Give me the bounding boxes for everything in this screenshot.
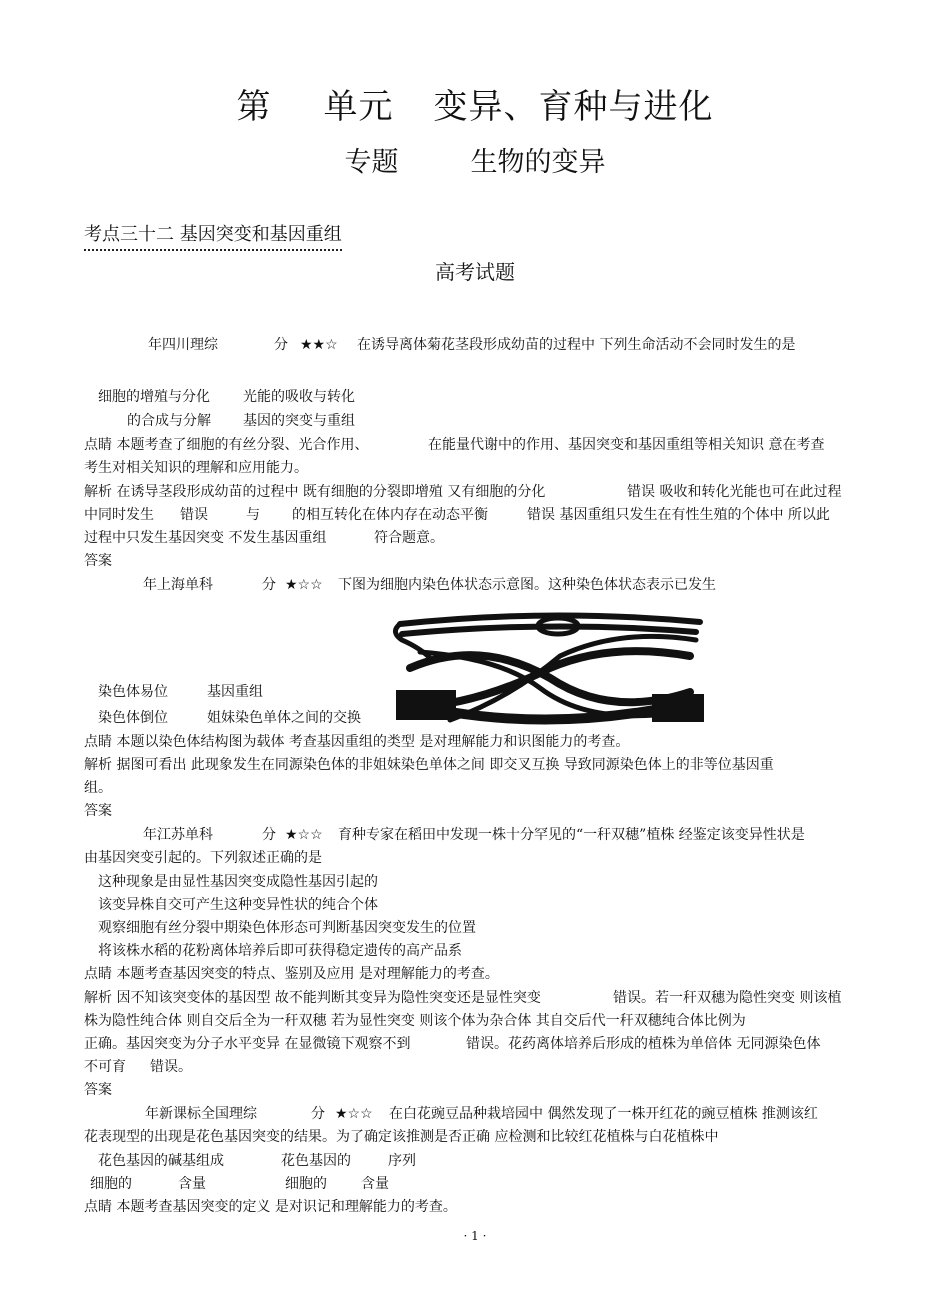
q1-option-b: 光能的吸收与转化 [243, 389, 355, 405]
unit-title-unit: 单元 [323, 87, 394, 127]
q3-stem-line1: 育种专家在稻田中发现一株十分罕见的“一秆双穗”植株 经鉴定该变异性状是 [338, 827, 805, 843]
q2-option-a: 染色体易位 [98, 684, 168, 700]
q1-option-d: 基因的突变与重组 [243, 413, 355, 429]
q3-analysis-line4a: 不可育 [84, 1059, 126, 1075]
q4-points: 分 [311, 1106, 325, 1122]
q3-analysis-line1a: 解析 因不知该突变体的基因型 故不能判断其变异为隐性突变还是显性突变 [84, 990, 541, 1006]
q1-source: 年四川理综 [148, 337, 218, 353]
q1-comment-line2: 考生对相关知识的理解和应用能力。 [84, 460, 308, 476]
q4-stem-line1: 在白花豌豆品种栽培园中 偶然发现了一株开红花的豌豆植株 推测该红 [389, 1106, 818, 1122]
q1-analysis-line3b: 符合题意。 [374, 530, 444, 546]
q2-source: 年上海单科 [143, 577, 213, 593]
q1-analysis-line1a: 解析 在诱导茎段形成幼苗的过程中 既有细胞的分裂即增殖 又有细胞的分化 [84, 484, 546, 500]
q3-analysis-line2: 株为隐性纯合体 则自交后全为一秆双穗 若为显性突变 则该个体为杂合体 其自交后代一秆双穗纯合体比例为 [84, 1013, 746, 1029]
q3-points: 分 [262, 827, 276, 843]
unit-title-prefix: 第 [236, 87, 272, 127]
section-heading: 考点三十二 基因突变和基因重组 [84, 222, 342, 251]
q1-answer-label: 答案 [84, 553, 112, 569]
q1-analysis-line2d: 的相互转化在体内存在动态平衡 [292, 507, 488, 523]
q2-option-b: 基因重组 [207, 684, 263, 700]
q2-points: 分 [262, 577, 276, 593]
q2-analysis-line2: 组。 [84, 780, 112, 796]
q1-analysis-line2a: 中同时发生 [84, 507, 154, 523]
chromatid-bottom-right [652, 694, 704, 722]
q3-source: 年江苏单科 [143, 827, 213, 843]
q1-analysis-line2e: 错误 基因重组只发生在有性生殖的个体中 所以此 [527, 507, 830, 523]
q1-comment-line1a: 点睛 本题考查了细胞的有丝分裂、光合作用、 [84, 437, 369, 453]
chromatid-bottom-left [396, 690, 456, 720]
topic-title [0, 143, 950, 183]
q3-option-b: 该变异株自交可产生这种变异性状的纯合个体 [98, 897, 378, 913]
unit-title-name: 变异、育种与进化 [433, 87, 714, 127]
topic-title-name: 生物的变异 [470, 147, 606, 178]
q2-option-c: 染色体倒位 [98, 710, 168, 726]
topic-title-prefix: 专题 [344, 147, 399, 178]
q2-option-d: 姐妹染色单体之间的交换 [207, 710, 361, 726]
q3-analysis-line1b: 错误。若一秆双穗为隐性突变 则该植 [613, 990, 842, 1006]
q4-option-d-prefix: 细胞的 [285, 1176, 327, 1192]
q1-option-a: 细胞的增殖与分化 [98, 389, 210, 405]
q3-stem-line2: 由基因突变引起的。下列叙述正确的是 [84, 850, 322, 866]
q4-option-b-suffix: 序列 [388, 1153, 416, 1169]
q2-difficulty-stars: ★☆☆ [285, 577, 323, 593]
q4-option-c-suffix: 含量 [178, 1176, 206, 1192]
q4-source: 年新课标全国理综 [145, 1106, 257, 1122]
chromosome-crossover-figure [390, 608, 710, 726]
q3-comment: 点睛 本题考查基因突变的特点、鉴别及应用 是对理解能力的考查。 [84, 966, 499, 982]
q3-analysis-line3b: 错误。花药离体培养后形成的植株为单倍体 无同源染色体 [466, 1036, 821, 1052]
q3-difficulty-stars: ★☆☆ [285, 827, 323, 843]
q2-analysis-line1: 解析 据图可看出 此现象发生在同源染色体的非姐妹染色单体之间 即交叉互换 导致同源染色体上的非等位基因重 [84, 757, 774, 773]
q3-analysis-line3a: 正确。基因突变为分子水平变异 在显微镜下观察不到 [84, 1036, 411, 1052]
q1-difficulty-stars: ★★☆ [300, 337, 338, 353]
q2-stem: 下图为细胞内染色体状态示意图。这种染色体状态表示已发生 [338, 577, 716, 593]
q4-difficulty-stars: ★☆☆ [335, 1106, 373, 1122]
q1-analysis-line2c: 与 [246, 507, 260, 523]
page-number: · 1 · [463, 1229, 487, 1243]
q1-points: 分 [274, 337, 288, 353]
q2-comment: 点睛 本题以染色体结构图为载体 考查基因重组的类型 是对理解能力和识图能力的考查。 [84, 734, 630, 750]
q1-analysis-line3a: 过程中只发生基因突变 不发生基因重组 [84, 530, 327, 546]
q1-analysis-line1b: 错误 吸收和转化光能也可在此过程 [627, 484, 842, 500]
q4-stem-line2: 花表现型的出现是花色基因突变的结果。为了确定该推测是否正确 应检测和比较红花植株与白花植株中 [84, 1129, 719, 1145]
q3-analysis-line4b: 错误。 [150, 1059, 192, 1075]
q1-comment-line1b: 在能量代谢中的作用、基因突变和基因重组等相关知识 意在考查 [428, 437, 825, 453]
q3-answer-label: 答案 [84, 1082, 112, 1098]
chromatid-bottom-mid [450, 710, 654, 720]
q4-option-b-prefix: 花色基因的 [281, 1153, 351, 1169]
q1-option-c: 的合成与分解 [127, 413, 211, 429]
q2-answer-label: 答案 [84, 803, 112, 819]
q4-option-a: 花色基因的碱基组成 [98, 1153, 224, 1169]
q3-option-a: 这种现象是由显性基因突变成隐性基因引起的 [98, 874, 378, 890]
unit-title [0, 84, 950, 130]
q3-option-d: 将该株水稻的花粉离体培养后即可获得稳定遗传的高产品系 [98, 943, 462, 959]
q3-option-c: 观察细胞有丝分裂中期染色体形态可判断基因突变发生的位置 [98, 920, 476, 936]
q4-option-c-prefix: 细胞的 [90, 1176, 132, 1192]
section-subheading: 高考试题 [435, 260, 515, 284]
q4-option-d-suffix: 含量 [361, 1176, 389, 1192]
q4-comment: 点睛 本题考查基因突变的定义 是对识记和理解能力的考查。 [84, 1199, 457, 1215]
q1-stem: 在诱导离体菊花茎段形成幼苗的过程中 下列生命活动不会同时发生的是 [357, 337, 796, 353]
q1-analysis-line2b: 错误 [180, 507, 208, 523]
